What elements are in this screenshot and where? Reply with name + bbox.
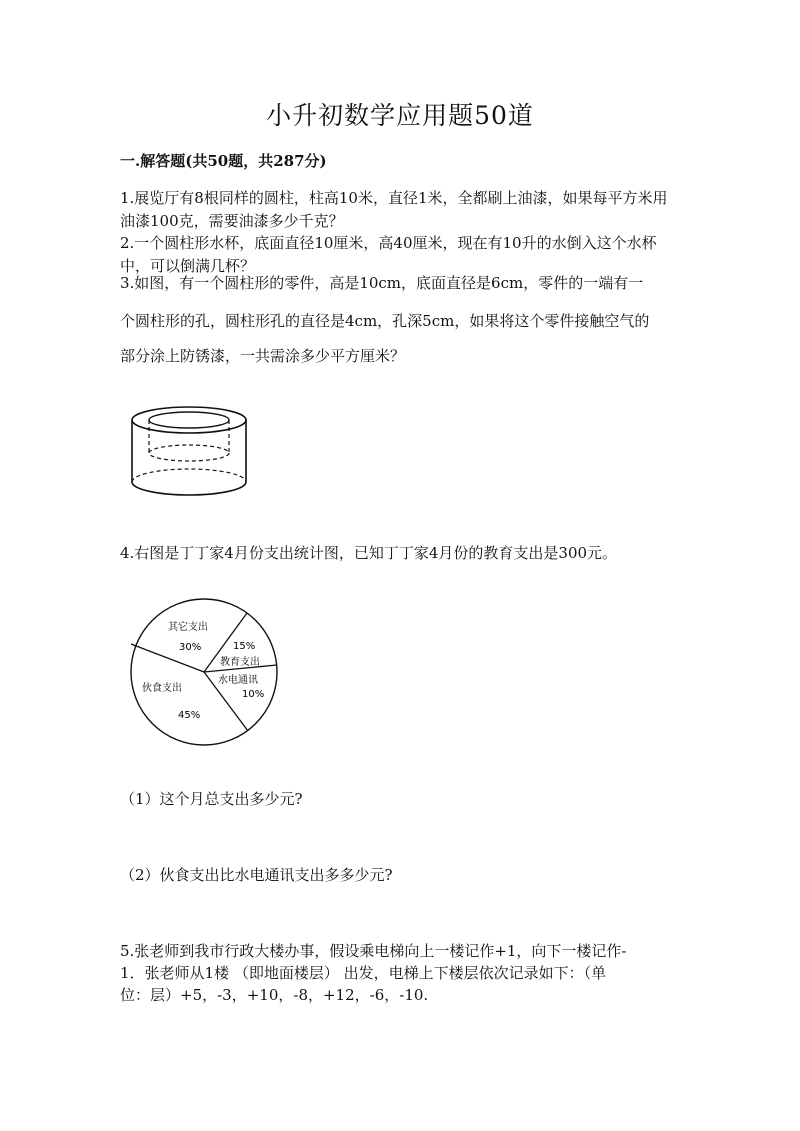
question-2: 2.一个圆柱形水杯，底面直径10厘米，高40厘米，现在有10升的水倒入这个水杯中，可以倒满几杯？ [120, 234, 657, 275]
question-5-line-3: 位：层）+5，-3，+10，-8，+12，-6，-10. [120, 986, 429, 1004]
question-4-text: 4.右图是丁丁家4月份支出统计图，已知丁丁家4月份的教育支出是300元。 [120, 544, 618, 562]
pie-label-edu: 教育支出 [220, 657, 260, 668]
section-heading: 一.解答题(共50题，共287分) [120, 152, 327, 170]
pie-label-food: 伙食支出 [142, 683, 182, 694]
question-1: 1.展览厅有8根同样的圆柱，柱高10米，直径1米，全都刷上油漆，如果每平方米用油漆100克，需要油漆多少千克？ [120, 189, 668, 230]
question-4-sub-2: （2）伙食支出比水电通讯支出多多少元? [120, 866, 393, 884]
question-3-line-2: 个圆柱形的孔，圆柱形孔的直径是4cm，孔深5cm，如果将这个零件接触空气的 [120, 312, 650, 330]
pie-label-util: 水电通讯 [218, 675, 258, 686]
question-3-line-1: 3.如图，有一个圆柱形的零件，高是10cm，底面直径是6cm，零件的一端有一 [120, 274, 644, 292]
pie-chart [126, 594, 282, 750]
pie-label-other: 其它支出 [168, 622, 208, 633]
pie-pct-edu: 15% [233, 641, 256, 652]
pie-pct-util: 10% [242, 689, 265, 700]
question-5-line-2: 1．张老师从1楼 （即地面楼层） 出发，电梯上下楼层依次记录如下：（单 [120, 964, 607, 982]
pie-pct-other: 30% [179, 642, 202, 653]
question-3-line-3: 部分涂上防锈漆，一共需涂多少平方厘米？ [120, 347, 406, 365]
question-5-line-1: 5.张老师到我市行政大楼办事，假设乘电梯向上一楼记作+1，向下一楼记作- [120, 942, 627, 960]
page-title: 小升初数学应用题50道 [266, 101, 534, 130]
pie-pct-food: 45% [178, 710, 201, 721]
cylinder-figure [126, 398, 254, 502]
question-4-sub-1: （1）这个月总支出多少元? [120, 790, 303, 808]
